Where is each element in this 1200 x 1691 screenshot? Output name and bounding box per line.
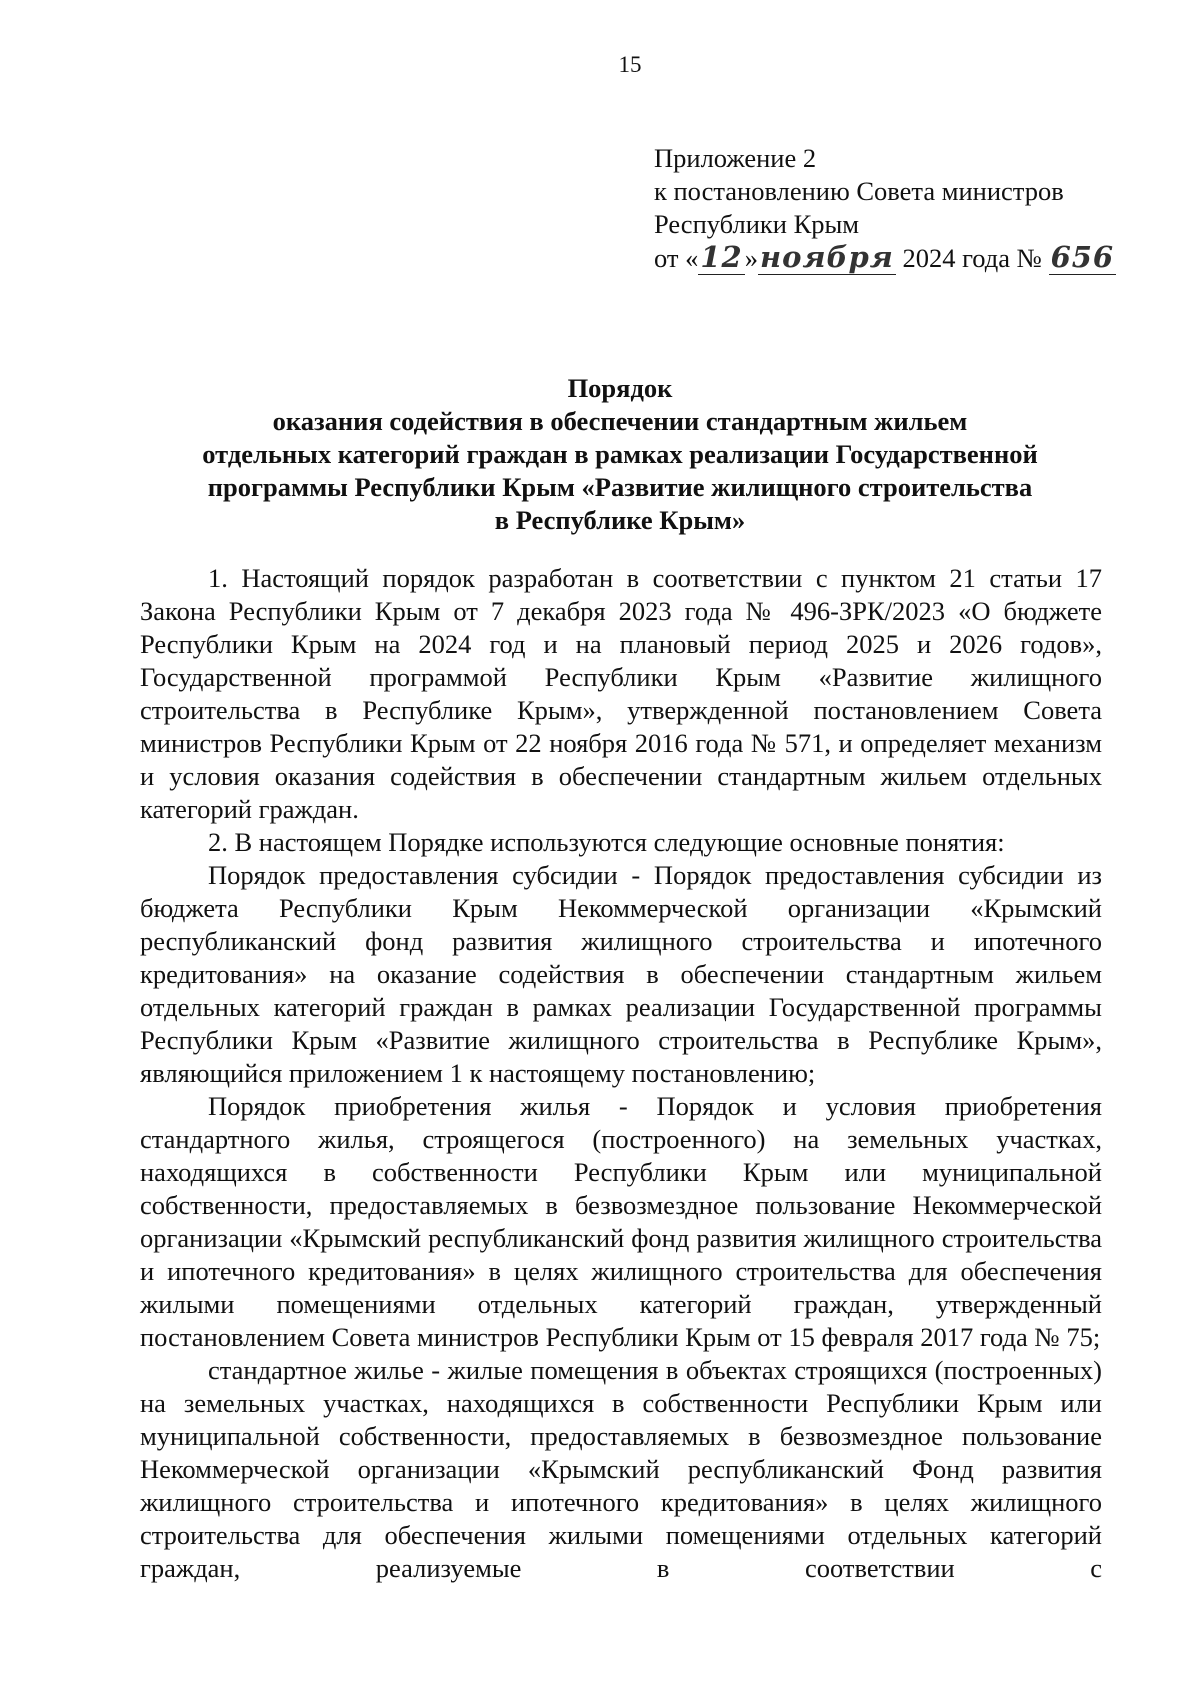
document-title [140,372,1100,537]
date-year: 2024 года № [895,243,1049,273]
title-line-2: оказания содействия в обеспечении стандартным жильем [272,406,968,436]
handwritten-month: ноября [759,240,894,274]
handwritten-doc-number: 656 [1050,240,1115,274]
page-number: 15 [618,52,642,77]
document-body [140,562,1102,1585]
date-mid: » [744,243,758,273]
title-line-5: в Республике Крым» [494,505,746,535]
title-line-1: Порядок [567,373,673,403]
handwritten-day: 12 [700,240,743,274]
annex-line-2: к постановлению Совета министров [654,176,1064,206]
paragraph-1: 1. Настоящий порядок разработан в соответствии с пунктом 21 статьи 17 Закона Республики Крым от 7 декабря 2023 года № 496-ЗРК/2023 «О бюджете Республики Крым на 2024 год и на плановый период 2025 и 2026 годов», Государственной программой Республики Крым «Развитие жилищного строительства в Республике Крым», утвержденной постановлением Совета министров Республики Крым от 22 ноября 2016 года № 571, и определяет механизм и условия оказания содействия в обеспечении стандартным жильем отдельных категорий граждан. [140,563,1102,824]
paragraph-3: Порядок предоставления субсидии - Порядок предоставления субсидии из бюджета Республики Крым Некоммерческой организации «Крымский республиканский фонд развития жилищного строительства и ипотечного кредитования» на оказание содействия в обеспечении стандартным жильем отдельных категорий граждан в рамках реализации Государственной программы Республики Крым «Развитие жилищного строительства в Республике Крым», являющийся приложением 1 к настоящему постановлению; [140,860,1102,1088]
annex-line-3: Республики Крым [654,209,860,239]
title-line-4: программы Республики Крым «Развитие жилищного строительства [207,472,1033,502]
annex-date-line [654,240,1115,275]
annex-header [654,142,1115,275]
paragraph-2: 2. В настоящем Порядке используются следующие основные понятия: [208,827,1005,857]
paragraph-5: стандартное жилье - жилые помещения в объектах строящихся (построенных) на земельных участках, находящихся в собственности Республики Крым или муниципальной собственности, предоставляемых в безвозмездное пользование Некоммерческой организации «Крымский республиканский Фонд развития жилищного строительства и ипотечного кредитования» в целях жилищного строительства для обеспечения жилыми помещениями отдельных категорий граждан, реализуемые в соответствии с [140,1355,1102,1583]
date-prefix: от « [654,243,699,273]
paragraph-4: Порядок приобретения жилья - Порядок и условия приобретения стандартного жилья, строящегося (построенного) на земельных участках, находящихся в собственности Республики Крым или муниципальной собственности, предоставляемых в безвозмездное пользование Некоммерческой организации «Крымский республиканский фонд развития жилищного строительства и ипотечного кредитования» в целях жилищного строительства для обеспечения жилыми помещениями отдельных категорий граждан, утвержденный постановлением Совета министров Республики Крым от 15 февраля 2017 года № 75; [140,1091,1102,1352]
title-line-3: отдельных категорий граждан в рамках реализации Государственной [202,439,1038,469]
annex-line-1: Приложение 2 [654,143,817,173]
